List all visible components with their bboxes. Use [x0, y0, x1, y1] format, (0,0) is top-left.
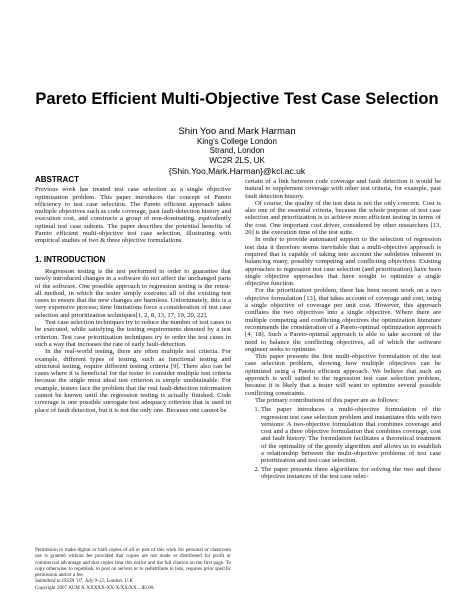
- copyright-footnote: [35, 547, 231, 591]
- affiliation-line: King’s College London: [197, 137, 277, 146]
- body-paragraph: certain of a link between code coverage and fault detection it would be natural to supplement coverage with other test criteria, for example, past fault detection history.: [245, 178, 441, 200]
- submission-note: Submitted to ISSTA ’07, July 9-12, London, U.K: [35, 578, 133, 585]
- affiliation-line: Strand, London: [209, 146, 265, 156]
- left-column: [35, 176, 231, 414]
- list-item: 1. The paper introduces a multi-objective formulation of the regression test case selection problem and instantiates this with two versions: A two-objective formulation that combines coverage and cost and a three objective formulation that combines coverage, cost and fault history. The formulation facilitates a theoretical treatment of the optimality of the greedy algorithm and allows us to establish a relationship between the multi-objective problems of test case prioritization and test case selection.: [261, 406, 441, 464]
- body-paragraph: In order to provide automated support to the selection of regression test data it therefore seems inevitable that a multi-objective approach is required that is capable of taking into account the subtleties inherent in balancing many, possibly competing and conflicting objectives. Existing approaches to regression test case selection (and prioritization) have been single objective approaches that have sought to optimize a single objective function.: [245, 236, 441, 288]
- body-paragraph: Of course, the quality of the test data is not the only concern. Cost is also one of the essential criteria, because the whole purpose of test case selection and prioritization is to achieve more efficient testing in terms of the cost. One important cost driver, considered by other researchers [13, 20] is the execution time of the test suite.: [245, 199, 441, 237]
- affiliation-line: WC2R 2LS, UK: [209, 155, 265, 165]
- introduction-heading: 1. INTRODUCTION: [35, 254, 106, 264]
- author-block: [0, 126, 474, 177]
- contribution-list: [245, 406, 441, 480]
- body-paragraph: Test case selection techniques try to reduce the number of test cases to be executed, while satisfying the testing requirements denoted by a test criterion. Test case prioritization techniques try to order the test cases in such a way that increases the rate of early fault-detection.: [35, 319, 231, 348]
- author-names: Shin Yoo and Mark Harman: [178, 126, 296, 137]
- body-paragraph: In the real-world testing, there are often multiple test criteria. For example, different types of testing, such as functional testing and structural testing, require different testing criteria [9]. There also can be cases where it is beneficial for the tester to consider multiple test criteria because the single most ideal test criterion is simply unobtainable. For example, testers face the problem that the real fault-detection information cannot be known until the regression testing is actually finished. Code coverage is one possible surrogate test adequacy criterion that is used in place of fault detection, but it is not the only one. Because one cannot be: [35, 348, 231, 414]
- copyright-line: Copyright 2007 ACM X-XXXXX-XX-X/XX/XX ...$5.00.: [35, 584, 155, 591]
- body-paragraph: For the prioritization problem, there has been recent work on a two objective formulation [13], that takes account of coverage and cost, using a single objective of coverage per unit cost. However, this approach conflates the two objectives into a single objective. Where there are multiple competing and conflicting objectives the optimization literature recommends the consideration of a Pareto-optimal optimization approach [4, 18]. Such a Pareto-optimal approach is able to take account of the need to balance the conflicting objectives, all of which the software engineer seeks to optimize.: [245, 287, 441, 353]
- permission-notice: Permission to make digital or hard copies of all or part of this work for personal or classroom use is granted without fee provided that copies are not made or distributed for profit or commercial advantage and that copies bear this notice and the full citation on the first page. To copy otherwise, to republish, to post on servers or to redistribute to lists, requires prior specific permission and/or a fee.: [35, 547, 231, 579]
- abstract-text: Previous work has treated test case selection as a single objective optimisation problem. This paper introduces the concept of Pareto efficiency to test case selection. The Pareto efficient approach takes multiple objectives such as code coverage, past fault-detection history and execution cost, and constructs a group of non-dominating, equivalently optimal test case subsets. The paper describes the potential benefits of Pareto efficient multi-objective test case selection, illustrating with empirical studies of two & three objective formulations.: [35, 186, 231, 245]
- body-paragraph: The primary contributions of this paper are as follows:: [255, 396, 399, 404]
- author-email: {Shin.Yoo,Mark.Harman}@kcl.ac.uk: [168, 165, 306, 176]
- right-column: [245, 178, 441, 481]
- paper-title: Pareto Efficient Multi-Objective Test Case Selection: [35, 90, 439, 108]
- body-paragraph: This paper presents the first multi-objective formulation of the test case selection problem, showing how multiple objectives can be optimized using a Pareto efficient approach. We believe that such an approach is well suited to the regression test case selection problem, because it is likely that a tester will want to optimize several possible conflicting constraints.: [245, 353, 441, 397]
- abstract-heading: ABSTRACT: [35, 175, 79, 184]
- body-paragraph: Regression testing is the test performed in order to guarantee that newly introduced changes in a software do not affect the unchanged parts of the software. One possible approach to regression testing is the retest-all method, in which the tester simply executes all of the existing test cases to ensure that the new changes are harmless. Unfortunately, this is a very expensive process; time limitations force a consideration of test case selection and prioritization techniques[1, 2, 8, 13, 17, 19, 20, 22].: [35, 267, 231, 319]
- list-item: 2. The paper presents three algorithms for solving the two and three objective instances of the test case selec-: [261, 466, 441, 481]
